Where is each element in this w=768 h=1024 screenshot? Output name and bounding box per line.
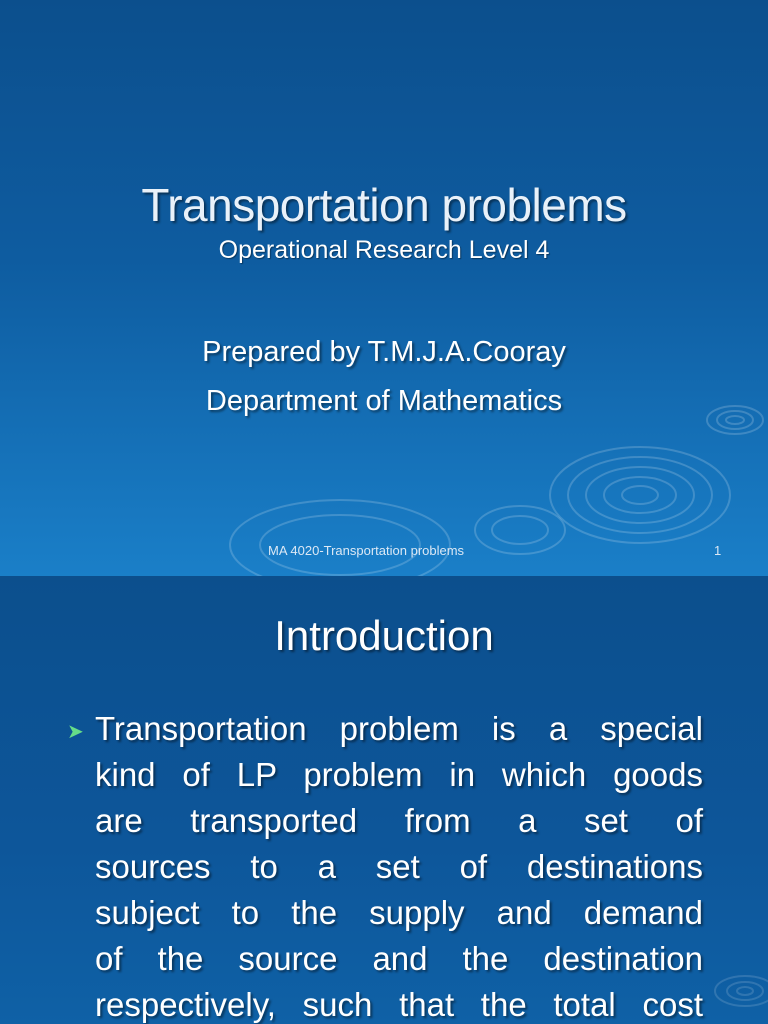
body-paragraph [95, 706, 703, 1024]
body-line: are transported from a set of [95, 802, 703, 839]
slide-heading: Introduction [274, 612, 494, 659]
body-line: respectively, such that the total cost [95, 986, 703, 1023]
body-line: of the source and the destination [95, 940, 703, 977]
department-line: Department of Mathematics [205, 385, 563, 417]
body-line: sources to a set of destinations [95, 848, 703, 885]
body-line: Transportation problem is a special [95, 710, 703, 747]
footer-title: MA 4020-Transportation problems [268, 543, 465, 558]
slide-subtitle: Operational Research Level 4 [218, 236, 550, 264]
slide-title: Transportation problems [141, 179, 627, 231]
body-line: kind of LP problem in which goods [95, 756, 703, 793]
footer-page-number: 1 [714, 543, 722, 558]
body-line: subject to the supply and demand [95, 894, 703, 931]
author-line: Prepared by T.M.J.A.Cooray [202, 336, 566, 368]
introduction-slide [0, 576, 768, 1024]
arrow-bullet-icon: ➤ [67, 721, 84, 743]
